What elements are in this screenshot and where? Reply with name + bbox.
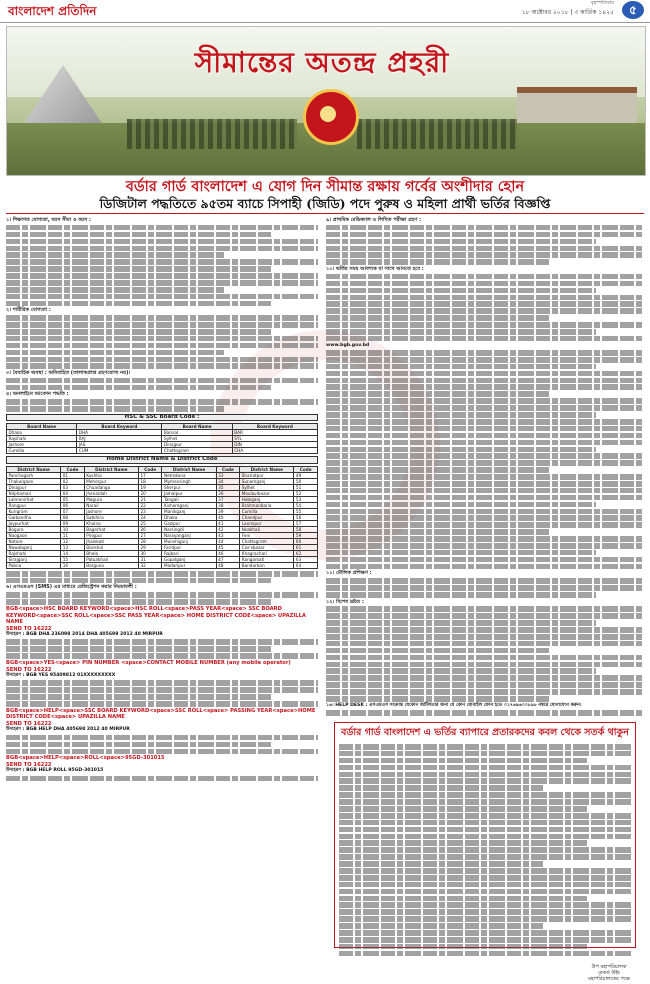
table-cell: 17	[138, 472, 162, 478]
table-cell: Patuakhali	[84, 556, 138, 562]
table-cell: 38	[216, 502, 240, 508]
table-cell: Manikganj	[162, 508, 216, 514]
page-number: ৫	[622, 1, 644, 19]
table-cell: 11	[61, 532, 85, 538]
section-notes: ১২। বিশেষ দ্রষ্টব্য :	[326, 598, 364, 605]
table-cell: Narsingdi	[162, 526, 216, 532]
table-cell: Chuadanga	[84, 484, 138, 490]
table-cell: Meherpur	[84, 478, 138, 484]
table-cell: 28	[138, 538, 162, 544]
table-cell: 27	[138, 532, 162, 538]
table-cell: Rangamati	[240, 556, 294, 562]
table-cell: JAS	[77, 442, 162, 448]
table-cell: Barguna	[84, 562, 138, 568]
table-cell: Sylhet	[240, 484, 294, 490]
table-cell: Dhaka	[162, 514, 216, 520]
table-cell: 20	[138, 490, 162, 496]
table-cell: Sirajganj	[7, 556, 61, 562]
table-cell: 04	[61, 490, 85, 496]
table-header-cell: Code	[61, 466, 85, 472]
table-cell: Pabna	[7, 562, 61, 568]
table-cell: Pirojpur	[84, 532, 138, 538]
table-cell: 14	[61, 550, 85, 556]
table-header-cell: Board Name	[7, 424, 77, 430]
table-cell: Sylhet	[162, 436, 232, 442]
table-cell: Shariatpur	[240, 472, 294, 478]
headline-main: বর্ডার গার্ড বাংলাদেশ এ যোগ দিন সীমান্ত রক্ষায় গর্বের অংশীদার হোন	[125, 178, 525, 195]
send-to-3: SEND TO 16222	[6, 720, 52, 727]
table-cell: 16	[61, 562, 85, 568]
table-cell: 51	[294, 484, 318, 490]
sms-format-4: BGB<space>HELP<space>ROLL<space>95GD-301015	[6, 755, 165, 762]
table-cell: Kushtia	[84, 472, 138, 478]
table-cell: Jashore	[84, 508, 138, 514]
table-cell: Natore	[7, 538, 61, 544]
table-cell: 48	[216, 562, 240, 568]
signature-block	[574, 964, 644, 982]
table-cell: 02	[61, 478, 85, 484]
table-cell: 45	[216, 544, 240, 550]
table-cell: Netrokona	[162, 472, 216, 478]
table-cell: 21	[138, 496, 162, 502]
signature-line-3: মহাপরিচালকের পক্ষে	[588, 976, 630, 982]
table-cell: Jashore	[7, 442, 77, 448]
table-cell: 49	[294, 472, 318, 478]
table-cell: Sherpur	[162, 484, 216, 490]
table-header-cell: Code	[294, 466, 318, 472]
table-cell: 12	[61, 538, 85, 544]
table-cell: 57	[294, 520, 318, 526]
sms-format-3: BGB<space>HELP<space>SSC BOARD KEYWORD<space>SSC ROLL<space> PASSING YEAR<space>HOME DISTRICT CODE<space> UPAZILLA NAME	[6, 707, 316, 721]
masthead-day: বৃহস্পতিবার	[590, 0, 614, 6]
table-cell: SYL	[232, 436, 317, 442]
table-cell: 01	[61, 472, 85, 478]
table-cell: Lalmonirhat	[7, 496, 61, 502]
website-link[interactable]: www.bgb.gov.bd	[326, 342, 370, 348]
left-column	[6, 216, 318, 978]
table-cell: DHA	[77, 430, 162, 436]
table-cell: 47	[216, 556, 240, 562]
table-cell: 63	[294, 556, 318, 562]
newspaper-logo: বাংলাদেশ প্রতিদিন	[8, 4, 97, 18]
table-cell: Jhalokati	[84, 538, 138, 544]
table-cell: 61	[294, 544, 318, 550]
table-cell: 15	[61, 556, 85, 562]
table-cell: 19	[138, 484, 162, 490]
table-cell: Rajshahi	[7, 436, 77, 442]
advertisement-banner	[6, 26, 646, 176]
table-cell: Cumilla	[240, 508, 294, 514]
table-cell: 10	[61, 526, 85, 532]
section-marital: ৩। বৈবাহিক অবস্থা : অবিবাহিত (তালাকপ্রাপ্ত গ্রহণযোগ্য নয়)।	[6, 370, 131, 376]
table-cell: 23	[138, 508, 162, 514]
signature-line-2: রেকর্ড উইং	[597, 970, 621, 976]
table-cell: 60	[294, 538, 318, 544]
table-cell: 44	[216, 538, 240, 544]
table-cell: Magura	[84, 496, 138, 502]
table-cell: 03	[61, 484, 85, 490]
section-apply: ৪। অনলাইনে আবেদন পদ্ধতি :	[6, 391, 69, 398]
table-cell: Cox'sbazar	[240, 544, 294, 550]
table-cell: Nawabganj	[7, 544, 61, 550]
troops-image-right	[357, 119, 517, 149]
table-cell: 62	[294, 550, 318, 556]
table-cell: 58	[294, 526, 318, 532]
table-cell: Gopalganj	[162, 556, 216, 562]
table-cell: Laxmipur	[240, 520, 294, 526]
table-header-cell: District Name	[84, 466, 138, 472]
table-cell: Munshiganj	[162, 538, 216, 544]
table-cell: Moulavibazar	[240, 490, 294, 496]
masthead-date: ১৮ অক্টোবর ২০১৮ | ৩ কার্তিক ১৪২৫	[521, 9, 614, 16]
table-cell: 40	[216, 514, 240, 520]
table-cell: 33	[216, 472, 240, 478]
example-3: উদাহরণ : BGB HELP DHA 405698 2012 40 MIRPUR	[6, 727, 130, 733]
table-header-cell: District Name	[7, 466, 61, 472]
table-cell: Khagrachari	[240, 550, 294, 556]
table-cell: Dhaka	[7, 430, 77, 436]
table-cell: Gaibandha	[7, 514, 61, 520]
table-cell: 35	[216, 484, 240, 490]
table-cell: 08	[61, 514, 85, 520]
table-cell: 34	[216, 478, 240, 484]
table-cell: Rajshahi	[7, 550, 61, 556]
table-cell: Noakhali	[240, 526, 294, 532]
table-cell: Chandpur	[240, 514, 294, 520]
table-cell: Narail	[84, 502, 138, 508]
send-to-2: SEND TO 16222	[6, 666, 52, 673]
table-header-cell: Code	[216, 466, 240, 472]
table-cell: 56	[294, 514, 318, 520]
table-cell: 13	[61, 544, 85, 550]
table-cell: 31	[138, 556, 162, 562]
table-cell: 55	[294, 508, 318, 514]
table-header-cell: Code	[138, 466, 162, 472]
table-cell: Kishoreganj	[162, 502, 216, 508]
district-row	[7, 562, 318, 568]
table-cell: CHA	[232, 448, 317, 454]
district-code-table	[6, 466, 318, 569]
table-cell: 36	[216, 490, 240, 496]
sms-format-1: BGB<space>HSC BOARD KEYWORD<space>HSC ROLL<space>PASS YEAR<space> SSC BOARD KEYWORD<space>SSC ROLL<space>SSC PASS YEAR<space> HOME DISTRICT CODE<space> UPAZILLA NAME	[6, 606, 306, 626]
section-physical: ২। শারীরিক যোগ্যতা :	[6, 307, 51, 314]
table-cell: Nilphamari	[7, 490, 61, 496]
table-cell: Faridpur	[162, 544, 216, 550]
table-cell: Mymensingh	[162, 478, 216, 484]
table-cell: Brahmanbaria	[240, 502, 294, 508]
table-cell: Bandarban	[240, 562, 294, 568]
table-cell: 53	[294, 496, 318, 502]
sms-format-2: BGB<space>YES<space> PIN NUMBER <space>CONTACT MOBILE NUMBER (any mobile operator)	[6, 660, 291, 667]
table-cell: Barishal	[84, 544, 138, 550]
section-education: ১। শিক্ষাগত যোগ্যতা, বয়স সীমা ও বয়স :	[6, 217, 92, 223]
table-header-cell: District Name	[162, 466, 216, 472]
table-cell: 41	[216, 520, 240, 526]
table-cell: Dinajpur	[7, 484, 61, 490]
table-cell: Satkhira	[84, 514, 138, 520]
table-cell: 24	[138, 514, 162, 520]
table-cell: Rangpur	[7, 502, 61, 508]
fraud-warning-box	[334, 722, 636, 948]
fraud-warning-title: বর্ডার গার্ড বাংলাদেশ এ ভর্তির ব্যাপারে প্রতারকদের কবল থেকে সতর্ক থাকুন	[341, 727, 629, 738]
table-cell: CUM	[77, 448, 162, 454]
table-cell: Bhola	[84, 550, 138, 556]
table-cell: BAR	[232, 430, 317, 436]
table-cell: 43	[216, 532, 240, 538]
table-cell: 18	[138, 478, 162, 484]
table-cell: 25	[138, 520, 162, 526]
send-to-1: SEND TO 16222	[6, 625, 52, 632]
table-cell: 06	[61, 502, 85, 508]
table-cell: 50	[294, 478, 318, 484]
table-cell: 64	[294, 562, 318, 568]
table-cell: 22	[138, 502, 162, 508]
table-cell: 52	[294, 490, 318, 496]
table-cell: Jamalpur	[162, 490, 216, 496]
table-header-cell: District Name	[240, 466, 294, 472]
table-cell: Sunamganj	[240, 478, 294, 484]
table-cell: Chattogram	[240, 538, 294, 544]
troops-image-left	[127, 119, 297, 149]
table-cell: 42	[216, 526, 240, 532]
table-cell: DIN	[232, 442, 317, 448]
table-cell: 46	[216, 550, 240, 556]
district-code-title: Home District Name & District Code	[6, 456, 318, 464]
headline-sub: ডিজিটাল পদ্ধতিতে ৯৫তম ব্যাচে সিপাহী (জিডি) পদে পুরুষ ও মহিলা প্রার্থী ভর্তির বিজ্ঞপ্তি	[99, 196, 551, 211]
table-header-cell: Board Keyword	[77, 424, 162, 430]
table-cell: 26	[138, 526, 162, 532]
table-cell: Bagerhat	[84, 526, 138, 532]
table-cell: 29	[138, 544, 162, 550]
table-cell: Kurigram	[7, 508, 61, 514]
table-cell: RAJ	[77, 436, 162, 442]
table-cell: Rajbari	[162, 550, 216, 556]
signature-line-1: উপ মহাপরিচালক	[591, 964, 627, 970]
table-cell: 32	[138, 562, 162, 568]
table-cell: 54	[294, 502, 318, 508]
section-documents: ১০। ভর্তির সময় আবশ্যক যা সাথে আনতে হবে :	[326, 265, 424, 272]
table-cell: Narayanganj	[162, 532, 216, 538]
divider	[6, 213, 644, 214]
send-to-4: SEND TO 16222	[6, 761, 52, 768]
section-training: ১১। মৌলিক প্রশিক্ষণ :	[326, 570, 372, 577]
table-cell: Khulna	[84, 520, 138, 526]
table-cell: 09	[61, 520, 85, 526]
table-cell: Jhenaidah	[84, 490, 138, 496]
table-cell: 05	[61, 496, 85, 502]
table-cell: Tangail	[162, 496, 216, 502]
board-code-title: HSC & SSC Board Code :	[6, 414, 318, 422]
table-cell: Dinajpur	[162, 442, 232, 448]
board-code-table	[6, 423, 318, 454]
bgb-emblem-icon	[303, 89, 359, 145]
table-cell: Cumilla	[7, 448, 77, 454]
table-cell: Joypurhat	[7, 520, 61, 526]
table-header-cell: Board Name	[162, 424, 232, 430]
table-cell: Feni	[240, 532, 294, 538]
table-cell: 59	[294, 532, 318, 538]
example-4: উদাহরণ : BGB HELP ROLL 95GD-301015	[6, 768, 104, 774]
example-1: উদাহরণ : BGB DHA 236098 2014 DHA 405698 2012 40 MIRPUR	[6, 632, 163, 638]
table-cell: 37	[216, 496, 240, 502]
table-cell: 39	[216, 508, 240, 514]
table-cell: Hobiganj	[240, 496, 294, 502]
table-cell: Naogaon	[7, 532, 61, 538]
table-cell: Thakurgaon	[7, 478, 61, 484]
table-cell: Chattogram	[162, 448, 232, 454]
masthead	[0, 0, 650, 23]
section-sms: ৬। এসএমএস (SMS) এর মাধ্যমে রেজিস্ট্রেশন করার নিয়মাবলী :	[6, 584, 137, 591]
helpdesk-text: ১৬। HELP DESK : এসএমএস সংক্রান্ত যেকোন জটিলতার জন্য যে কোন মোবাইল ফোন হতে ০১৭৬৯৬০০৮৯৮ নম্বরে যোগাযোগ করুন।	[326, 702, 582, 708]
example-2: উদাহরণ : BGB YES 95409812 01XXXXXXXXX	[6, 673, 116, 679]
table-cell: Madaripur	[162, 562, 216, 568]
table-cell: Panchagarh	[7, 472, 61, 478]
board-row	[7, 448, 318, 454]
section-medical-exam: ৯। প্রাথমিক মেডিক্যাল ও লিখিত পরীক্ষা গ্রহণ :	[326, 217, 422, 223]
table-cell: 07	[61, 508, 85, 514]
table-cell: Bogura	[7, 526, 61, 532]
table-header-cell: Board Keyword	[232, 424, 317, 430]
banner-title: সীমান্তের অতন্দ্র প্রহরী	[194, 46, 450, 79]
table-cell: 30	[138, 550, 162, 556]
table-cell: Gazipur	[162, 520, 216, 526]
table-cell: Barisal	[162, 430, 232, 436]
